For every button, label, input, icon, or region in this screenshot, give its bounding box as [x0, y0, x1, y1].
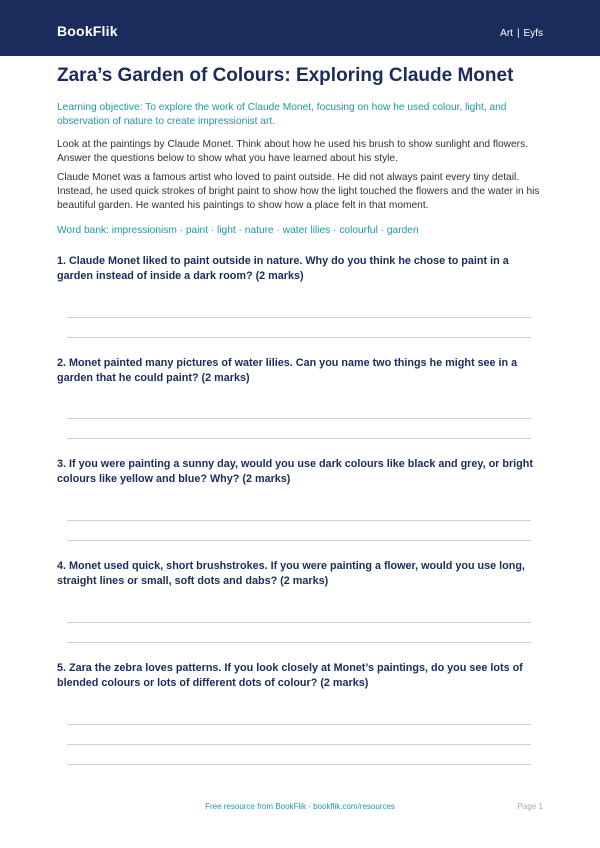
header-bar	[0, 0, 600, 56]
answer-line[interactable]	[67, 438, 531, 439]
intro-paragraph: Claude Monet was a famous artist who loved to paint outside. He did not always paint every tiny detail. Instead, he used quick strokes of bright paint to show how the light touched the flowers and the water in his beautiful garden. He wanted his paintings to show how a place felt in that moment.	[57, 172, 540, 211]
answer-line[interactable]	[67, 337, 531, 338]
answer-line[interactable]	[67, 724, 531, 725]
question-5	[57, 661, 543, 691]
answer-line[interactable]	[67, 540, 531, 541]
question-4	[57, 559, 543, 589]
level-label: Eyfs	[523, 28, 543, 39]
question-text: 4. Monet used quick, short brushstrokes. If you were painting a flower, would you use long, straight lines or small, soft dots and dabs? (2 marks)	[57, 560, 525, 587]
answer-line[interactable]	[67, 764, 531, 765]
word-bank: Word bank: impressionism · paint · light · nature · water lilies · colourful · garden	[57, 225, 419, 236]
subject-label: Art	[500, 28, 513, 39]
answer-line[interactable]	[67, 642, 531, 643]
question-text: 3. If you were painting a sunny day, would you use dark colours like black and grey, or bright colours like yellow and blue? Why? (2 marks)	[57, 458, 533, 485]
question-3	[57, 457, 543, 487]
answer-line[interactable]	[67, 744, 531, 745]
question-text: 1. Claude Monet liked to paint outside in nature. Why do you think he chose to paint in a garden instead of inside a dark room? (2 marks)	[57, 255, 509, 282]
page-number: Page 1	[517, 802, 543, 811]
header-meta	[500, 28, 543, 39]
page-title: Zara’s Garden of Colours: Exploring Claude Monet	[57, 65, 514, 86]
footer-link[interactable]: Free resource from BookFlik · bookflik.com/resources	[205, 802, 395, 811]
separator: |	[516, 28, 520, 39]
question-1	[57, 254, 543, 284]
answer-line[interactable]	[67, 317, 531, 318]
answer-line[interactable]	[67, 418, 531, 419]
brand-logo[interactable]: BookFlik	[57, 23, 118, 39]
answer-line[interactable]	[67, 520, 531, 521]
question-text: 5. Zara the zebra loves patterns. If you look closely at Monet’s paintings, do you see lots of blended colours or lots of different dots of colour? (2 marks)	[57, 662, 523, 689]
answer-line[interactable]	[67, 622, 531, 623]
question-2	[57, 356, 543, 386]
instructions-paragraph: Look at the paintings by Claude Monet. Think about how he used his brush to show sunlight and flowers. Answer the questions below to show what you have learned about his style.	[57, 139, 528, 164]
question-text: 2. Monet painted many pictures of water lilies. Can you name two things he might see in a garden that he could paint? (2 marks)	[57, 357, 518, 384]
learning-objective: Learning objective: To explore the work of Claude Monet, focusing on how he used colour, light, and observation of nature to create impressionist art.	[57, 102, 507, 127]
